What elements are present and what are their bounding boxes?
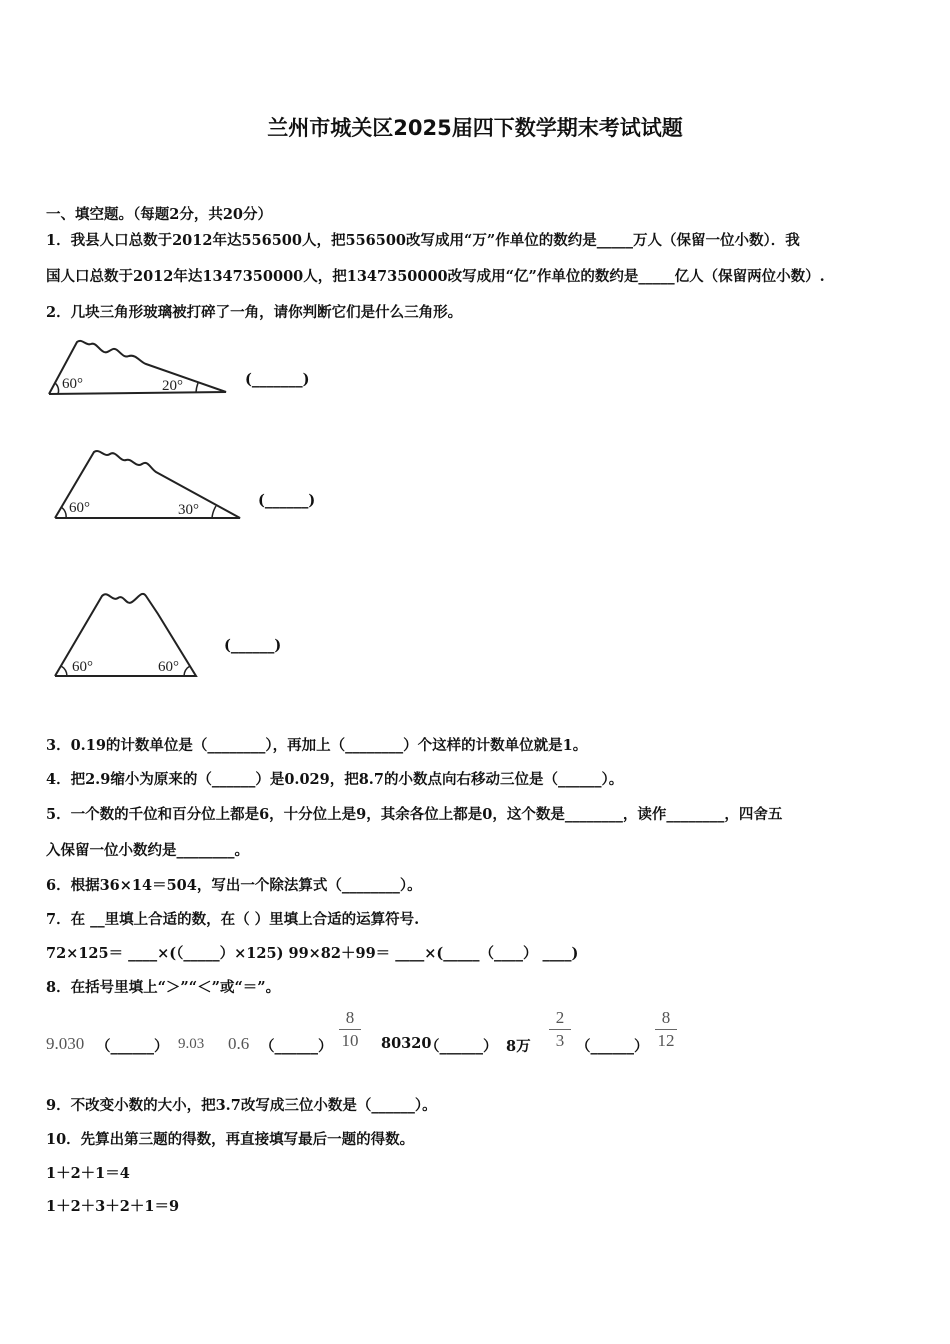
section-heading: 一、填空题。（每题2分，共20分） [46,206,273,223]
question-1-line-1: 1．我县人口总数于2012年达556500人，把556500改写成用“万”作单位的数约是_____万人（保留一位小数）．我 [46,232,800,249]
broken-triangle-2 [50,444,246,524]
fraction-denominator: 10 [341,1031,359,1050]
question-2-text: 2．几块三角形玻璃被打碎了一角，请你判断它们是什么三角形。 [46,304,463,321]
page-title: 兰州市城关区2025届四下数学期末考试试题 [267,116,683,140]
fraction-numerator: 8 [345,1008,355,1027]
question-7-expression: 72×125＝ ____×(（_____）×125) 99×82＋99＝ ____×(_____（____） ____) [46,945,579,962]
question-3: 3．0.19的计数单位是（________），再加上（________）个这样的计数单位就是1。 [46,737,588,754]
compare-d-blank[interactable]: （______） [576,1038,649,1055]
question-10-text: 10．先算出第三题的得数，再直接填写最后一题的得数。 [46,1131,415,1148]
fraction-bar [549,1029,571,1030]
fraction-8-10 [335,1008,365,1051]
triangle-2-left-arc [61,507,66,518]
fraction-bar [655,1029,677,1030]
triangle-3-left-arc [61,666,67,676]
question-10-equation-1: 1＋2＋1＝4 [46,1165,130,1182]
triangle-2-right-angle: 30° [178,502,199,518]
triangle-3-right-angle: 60° [158,659,179,675]
fraction-denominator: 12 [657,1031,675,1050]
broken-triangle-3 [50,586,202,682]
question-10-equation-2: 1＋2＋3＋2＋1＝9 [46,1198,180,1215]
question-7-text: 7．在 __里填上合适的数，在（ ）里填上合适的运算符号. [46,911,420,928]
fraction-numerator: 2 [555,1008,565,1027]
triangle-1-left-arc [55,383,59,394]
question-8-text: 8．在括号里填上“＞”“＜”或“＝”。 [46,979,281,996]
fraction-denominator: 3 [555,1031,565,1050]
fraction-8-12 [651,1008,681,1051]
compare-a-right: 9.03 [178,1036,205,1052]
compare-c-right: 8万 [506,1038,531,1055]
question-5-line-1: 5．一个数的千位和百分位上都是6，十分位上是9，其余各位上都是0，这个数是________，读作________，四舍五 [46,806,783,823]
compare-a-blank[interactable]: （______） [96,1038,169,1055]
triangle-2-answer-blank[interactable]: (______) [258,492,316,509]
fraction-2-3 [545,1008,575,1051]
compare-b-blank[interactable]: （______） [260,1038,333,1055]
question-4: 4．把2.9缩小为原来的（______）是0.029，把8.7的小数点向右移动三位是（______）。 [46,771,624,788]
triangle-3-right-arc [184,666,190,676]
compare-b-left: 0.6 [228,1034,250,1053]
triangle-1-answer-blank[interactable]: (_______) [245,371,310,388]
question-6: 6．根据36×14＝504，写出一个除法算式（________）。 [46,877,422,894]
fraction-bar [339,1029,361,1030]
compare-a-left: 9.030 [46,1034,85,1053]
triangle-1-left-angle: 60° [62,376,83,392]
broken-triangle-1 [44,336,234,400]
triangle-2-right-arc [212,506,216,518]
triangle-3-answer-blank[interactable]: (______) [224,637,282,654]
fraction-numerator: 8 [661,1008,671,1027]
triangle-1-right-angle: 20° [162,378,183,394]
question-1-line-2: 国人口总数于2012年达1347350000人，把1347350000改写成用“亿”作单位的数约是_____亿人（保留两位小数）. [46,268,825,285]
question-9: 9．不改变小数的大小，把3.7改写成三位小数是（______）。 [46,1097,437,1114]
compare-c-left: 80320 [381,1035,432,1052]
question-5-line-2: 入保留一位小数约是________。 [46,842,249,859]
triangle-2-left-angle: 60° [69,500,90,516]
compare-c-blank[interactable]: （______） [425,1038,498,1055]
triangle-3-left-angle: 60° [72,659,93,675]
